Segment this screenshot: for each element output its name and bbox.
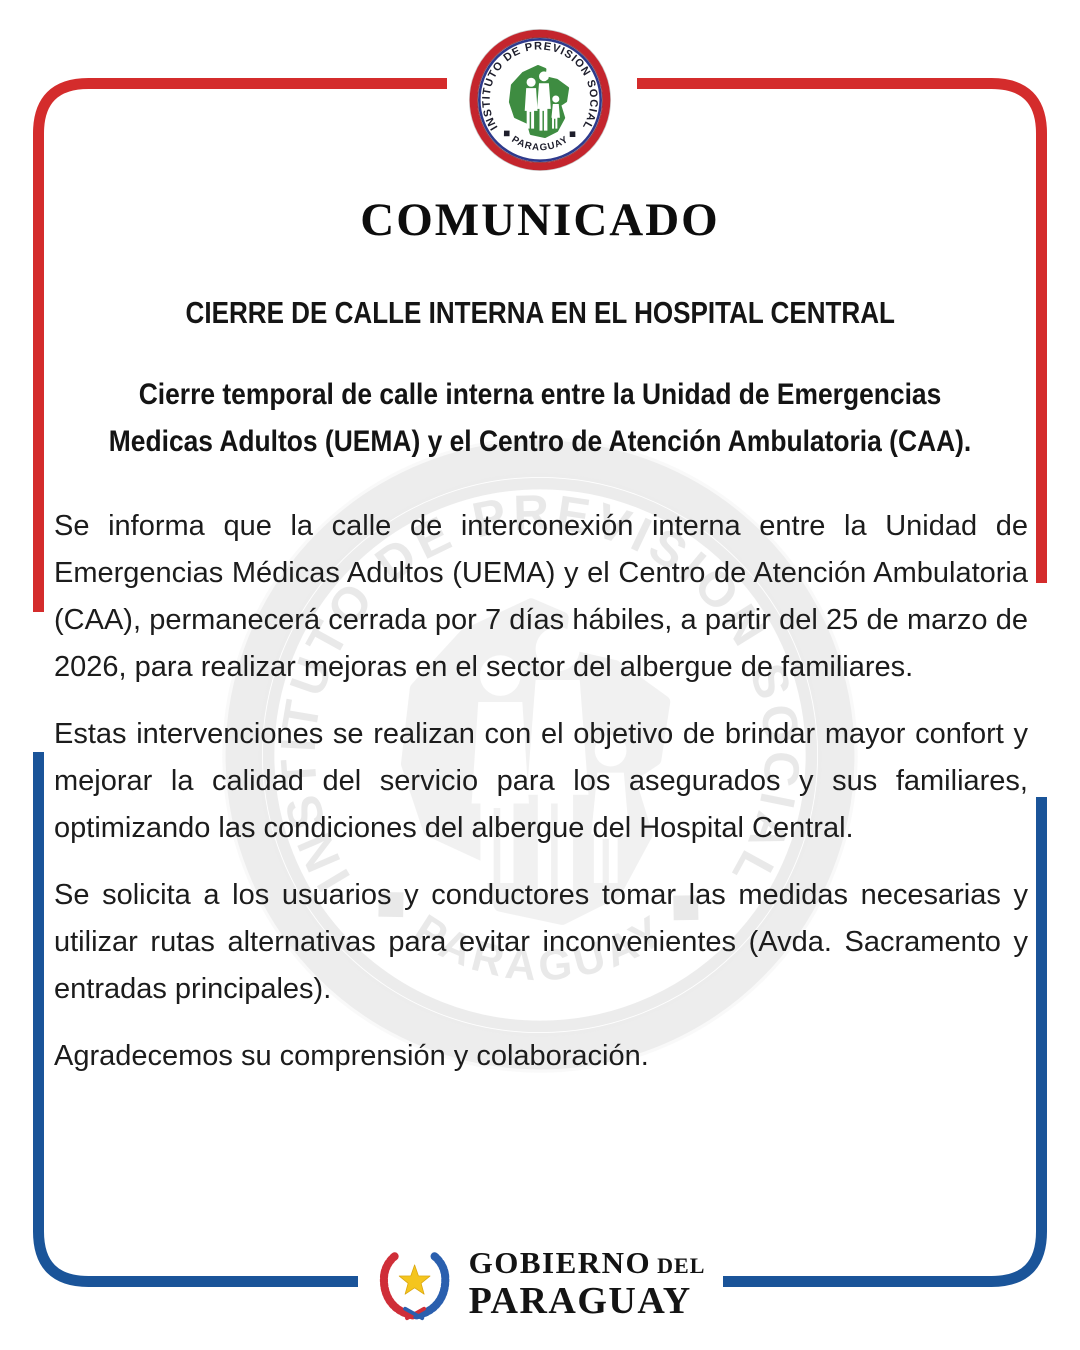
lead-line-2: Medicas Adultos (UEMA) y el Centro de Atención Ambulatoria (CAA). bbox=[108, 425, 972, 458]
announcement-heading-text: CIERRE DE CALLE INTERNA EN EL HOSPITAL CENTRAL bbox=[185, 295, 895, 330]
body-paragraph-2: Estas intervenciones se realizan con el objetivo de brindar mayor confort y mejorar la calidad del servicio para los asegurados y sus familiares, optimizando las condiciones del albergue del Hospital Central. bbox=[54, 718, 1028, 844]
gov-word-del: DEL bbox=[657, 1252, 706, 1278]
announcement-body bbox=[54, 503, 1028, 1100]
gov-word-paraguay: PARAGUAY bbox=[468, 1279, 692, 1322]
ips-seal-icon bbox=[466, 26, 614, 174]
body-paragraph-1: Se informa que la calle de interconexión interna entre la Unidad de Emergencias Médicas Adultos (UEMA) y el Centro de Atención Ambulatoria (CAA), permanecerá cerrada por 7 días hábiles, a partir del 25 de marzo de 2026, para realizar mejoras en el sector del albergue de familiares. bbox=[54, 510, 1028, 683]
page-title: COMUNICADO bbox=[360, 194, 720, 246]
announcement-heading bbox=[0, 295, 1080, 331]
gobierno-paraguay-logo bbox=[375, 1243, 706, 1323]
star-icon bbox=[399, 1265, 430, 1294]
body-paragraph-3: Se solicita a los usuarios y conductores tomar las medidas necesarias y utilizar rutas alternativas para evitar inconvenientes (Avda. Sacramento y entradas principales). bbox=[54, 879, 1028, 1005]
gobierno-paraguay-wordmark bbox=[468, 1244, 706, 1322]
lead-paragraph bbox=[0, 371, 1080, 465]
body-paragraph-4: Agradecemos su comprensión y colaboración. bbox=[54, 1040, 649, 1072]
gov-word-gobierno: GOBIERNO bbox=[468, 1244, 652, 1280]
lead-line-1: Cierre temporal de calle interna entre la Unidad de Emergencias bbox=[138, 378, 942, 411]
paraguay-wreath-icon bbox=[375, 1243, 455, 1323]
